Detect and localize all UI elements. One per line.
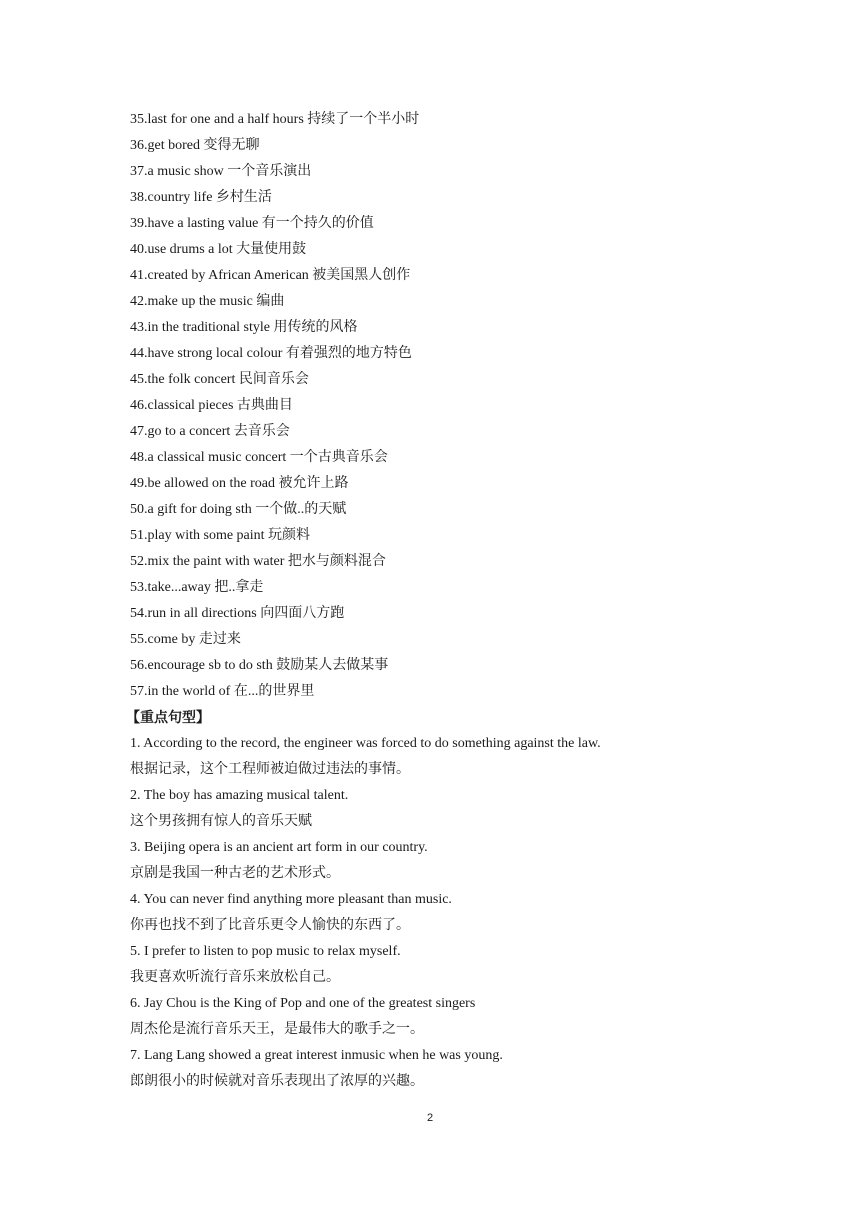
phrase-item: 54.run in all directions 向四面八方跑 bbox=[130, 606, 345, 621]
sentence-english: 3. Beijing opera is an ancient art form in our country. bbox=[130, 840, 428, 855]
sentence-list bbox=[130, 731, 730, 1095]
sentence-pair bbox=[130, 991, 730, 1043]
phrase-item: 41.created by African American 被美国黑人创作 bbox=[130, 268, 411, 283]
phrase-item: 35.last for one and a half hours 持续了一个半小时 bbox=[130, 112, 420, 127]
sentence-chinese: 周杰伦是流行音乐天王，是最伟大的歌手之一。 bbox=[130, 1022, 424, 1037]
phrase-item: 53.take...away 把..拿走 bbox=[130, 580, 264, 595]
sentence-chinese: 根据记录，这个工程师被迫做过违法的事情。 bbox=[130, 762, 410, 777]
sentence-chinese: 你再也找不到了比音乐更令人愉快的东西了。 bbox=[130, 918, 410, 933]
sentence-pair bbox=[130, 783, 730, 835]
phrase-item: 36.get bored 变得无聊 bbox=[130, 138, 260, 153]
sentence-pair bbox=[130, 887, 730, 939]
sentence-pair bbox=[130, 731, 730, 783]
phrase-item: 57.in the world of 在...的世界里 bbox=[130, 684, 315, 699]
sentence-chinese: 京剧是我国一种古老的艺术形式。 bbox=[130, 866, 340, 881]
sentence-english: 6. Jay Chou is the King of Pop and one of the greatest singers bbox=[130, 996, 476, 1011]
sentence-english: 2. The boy has amazing musical talent. bbox=[130, 788, 349, 803]
sentence-english: 7. Lang Lang showed a great interest inmusic when he was young. bbox=[130, 1048, 503, 1063]
sentence-chinese: 我更喜欢听流行音乐来放松自己。 bbox=[130, 970, 340, 985]
phrase-item: 42.make up the music 编曲 bbox=[130, 294, 285, 309]
sentence-english: 4. You can never find anything more pleasant than music. bbox=[130, 892, 452, 907]
phrase-item: 43.in the traditional style 用传统的风格 bbox=[130, 320, 358, 335]
phrase-item: 52.mix the paint with water 把水与颜料混合 bbox=[130, 554, 386, 569]
sentence-english: 1. According to the record, the engineer was forced to do something against the law. bbox=[130, 736, 601, 751]
phrase-item: 40.use drums a lot 大量使用鼓 bbox=[130, 242, 307, 257]
sentence-pair bbox=[130, 1043, 730, 1095]
section-heading: 【重点句型】 bbox=[126, 710, 210, 726]
phrase-item: 49.be allowed on the road 被允许上路 bbox=[130, 476, 349, 491]
sentence-pair bbox=[130, 939, 730, 991]
phrase-item: 48.a classical music concert 一个古典音乐会 bbox=[130, 450, 388, 465]
phrase-item: 56.encourage sb to do sth 鼓励某人去做某事 bbox=[130, 658, 389, 673]
phrase-item: 51.play with some paint 玩颜料 bbox=[130, 528, 311, 543]
phrase-item: 50.a gift for doing sth 一个做..的天赋 bbox=[130, 502, 347, 517]
phrase-item: 38.country life 乡村生活 bbox=[130, 190, 272, 205]
sentence-chinese: 郎朗很小的时候就对音乐表现出了浓厚的兴趣。 bbox=[130, 1074, 424, 1089]
phrase-item: 37.a music show 一个音乐演出 bbox=[130, 164, 312, 179]
sentence-english: 5. I prefer to listen to pop music to relax myself. bbox=[130, 944, 401, 959]
page-content bbox=[126, 107, 730, 1095]
phrase-list bbox=[130, 107, 730, 705]
sentence-chinese: 这个男孩拥有惊人的音乐天赋 bbox=[130, 814, 312, 829]
phrase-item: 47.go to a concert 去音乐会 bbox=[130, 424, 290, 439]
phrase-item: 39.have a lasting value 有一个持久的价值 bbox=[130, 216, 374, 231]
phrase-item: 45.the folk concert 民间音乐会 bbox=[130, 372, 309, 387]
page-number: 2 bbox=[426, 1112, 434, 1124]
phrase-item: 55.come by 走过来 bbox=[130, 632, 241, 647]
sentence-pair bbox=[130, 835, 730, 887]
phrase-item: 46.classical pieces 古典曲目 bbox=[130, 398, 293, 413]
phrase-item: 44.have strong local colour 有着强烈的地方特色 bbox=[130, 346, 412, 361]
